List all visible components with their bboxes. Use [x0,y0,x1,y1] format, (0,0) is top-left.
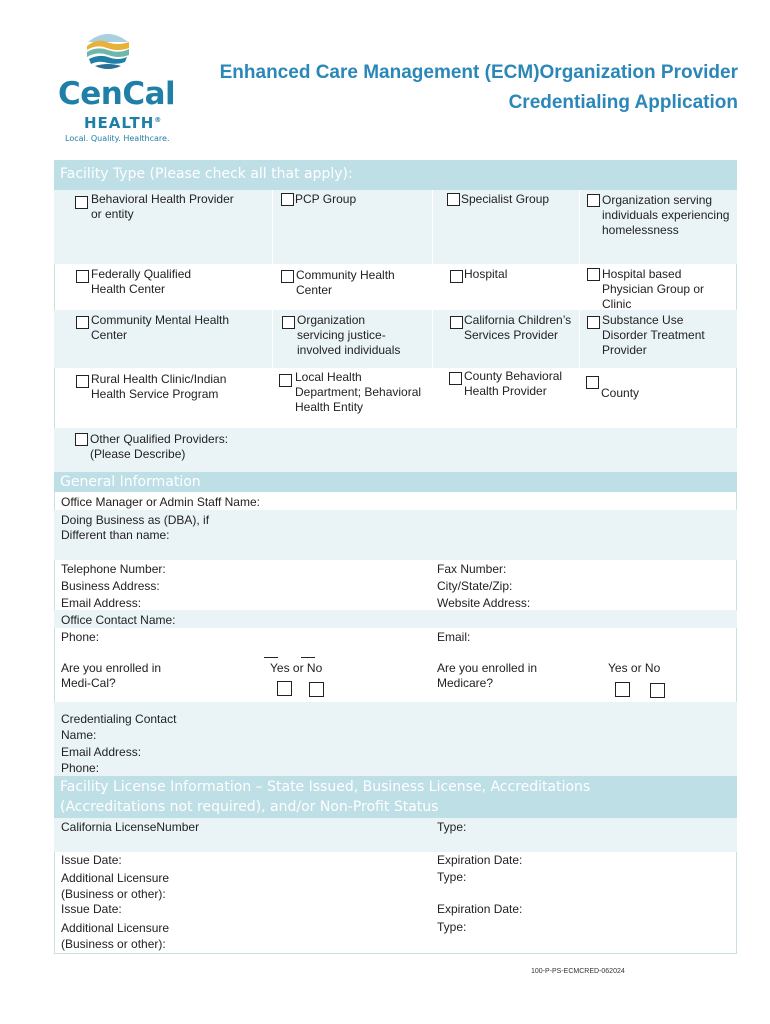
document-title-line-2: Credentialing Application [508,92,738,113]
checkbox-pcp-group[interactable] [281,193,294,206]
checkbox-ccs-provider[interactable] [450,316,463,329]
label-office-manager: Office Manager or Admin Staff Name: [61,495,260,509]
option-label-specialist-group: Specialist Group [461,192,550,206]
label-phone: Phone: [61,630,100,644]
label-office-contact: Office Contact Name: [61,613,176,627]
option-label-justice-involved-org: Organization servicing justice- involved individuals [297,313,401,357]
option-label-substance-use: Substance Use Disorder Treatment Provider [602,313,705,357]
option-label-fqhc: Federally Qualified Health Center [91,267,192,296]
option-label-community-mental-health: Community Mental Health Center [91,313,230,342]
section-header-facility-type [54,160,737,190]
label-email: Email: [437,630,471,644]
label-type: Type: [437,920,467,934]
label-type: Type: [437,870,467,884]
checkbox-community-mental-health[interactable] [76,316,89,329]
option-label-hospital-physician-group: Hospital based Physician Group or Clinic [602,267,705,311]
logo-health-text: HEALTH® [84,114,163,132]
label-type: Type: [437,820,467,834]
checkbox-hospital-physician-group[interactable] [587,268,600,281]
column-divider [579,190,580,428]
section-header-general-info [54,472,737,492]
label-additional-licensure: Additional Licensure (Business or other): [61,921,170,951]
section-title: Facility Type (Please check all that apply): [60,166,353,182]
column-divider [272,190,273,428]
form-code: 100-P-PS-ECMCRED-062024 [531,968,625,975]
checkbox-justice-involved-org[interactable] [282,316,295,329]
label-telephone: Telephone Number: [61,562,166,576]
checkbox-community-health[interactable] [281,270,294,283]
section-header-license-info [54,776,737,818]
label-business-address: Business Address: [61,579,160,593]
section-title: General Information [60,474,201,490]
option-label-behavioral-health: Behavioral Health Provider or entity [91,192,234,221]
label-fax: Fax Number: [437,562,507,576]
label-issue-date: Issue Date: [61,853,122,867]
label-medicare-yes-no: Yes or No [608,661,661,675]
checkbox-homelessness-org[interactable] [587,194,600,207]
label-medi-cal-question: Are you enrolled in Medi-Cal? [61,661,162,690]
section-title: Facility License Information – State Issued, Business License, Accreditations (Accreditations not required), and/or Non-Profit Status [60,779,591,815]
label-website: Website Address: [437,596,531,610]
option-label-pcp-group: PCP Group [295,192,357,206]
label-expiration-date: Expiration Date: [437,902,523,916]
checkbox-local-health-dept[interactable] [279,374,292,387]
option-label-local-health-dept: Local Health Department; Behavioral Health Entity [295,370,422,414]
checkbox-specialist-group[interactable] [447,193,460,206]
checkbox-medicare-no[interactable] [650,683,665,698]
checkbox-county-behavioral[interactable] [449,372,462,385]
option-label-county-behavioral: County Behavioral Health Provider [464,369,563,398]
option-label-community-health: Community Health Center [296,268,395,297]
option-label-other-qualified: Other Qualified Providers: (Please Describe) [90,432,229,461]
checkbox-behavioral-health[interactable] [75,196,88,209]
logo-tagline: Local. Quality. Healthcare. [65,134,170,143]
checkbox-medicare-yes[interactable] [615,682,630,697]
yes-no-tick [301,657,315,658]
label-dba: Doing Business as (DBA), if Different than name: [61,513,210,542]
document-title-line-1: Enhanced Care Management (ECM)Organization Provider [219,62,738,83]
checkbox-substance-use[interactable] [587,316,600,329]
checkbox-county[interactable] [586,376,599,389]
cencal-health-logo [58,28,176,146]
label-expiration-date: Expiration Date: [437,853,523,867]
option-label-homelessness-org: Organization serving individuals experiencing homelessness [602,193,730,237]
option-label-hospital: Hospital [464,267,508,281]
logo-wordmark: CenCal [58,76,176,112]
column-divider [432,190,433,428]
label-credentialing-contact: Credentialing Contact Name: Email Address: Phone: [61,712,177,775]
option-label-ccs-provider: California Children’s Services Provider [464,313,572,342]
option-label-rural-health-clinic: Rural Health Clinic/Indian Health Service Program [91,372,227,401]
checkbox-medi-cal-no[interactable] [309,682,324,697]
checkbox-rural-health-clinic[interactable] [76,375,89,388]
logo-mark-icon [83,28,133,72]
checkbox-medi-cal-yes[interactable] [277,681,292,696]
label-medicare-question: Are you enrolled in Medicare? [437,661,538,690]
label-medi-cal-yes-no: Yes or No [270,661,323,675]
checkbox-other-qualified[interactable] [75,433,88,446]
checkbox-fqhc[interactable] [76,270,89,283]
label-city-state-zip: City/State/Zip: [437,579,513,593]
label-email-address: Email Address: [61,596,142,610]
yes-no-tick [264,657,278,658]
label-ca-license-number: California LicenseNumber [61,820,200,834]
label-additional-licensure: Additional Licensure (Business or other): [61,871,170,901]
label-issue-date: Issue Date: [61,902,122,916]
checkbox-hospital[interactable] [450,270,463,283]
option-label-county: County [601,386,640,400]
